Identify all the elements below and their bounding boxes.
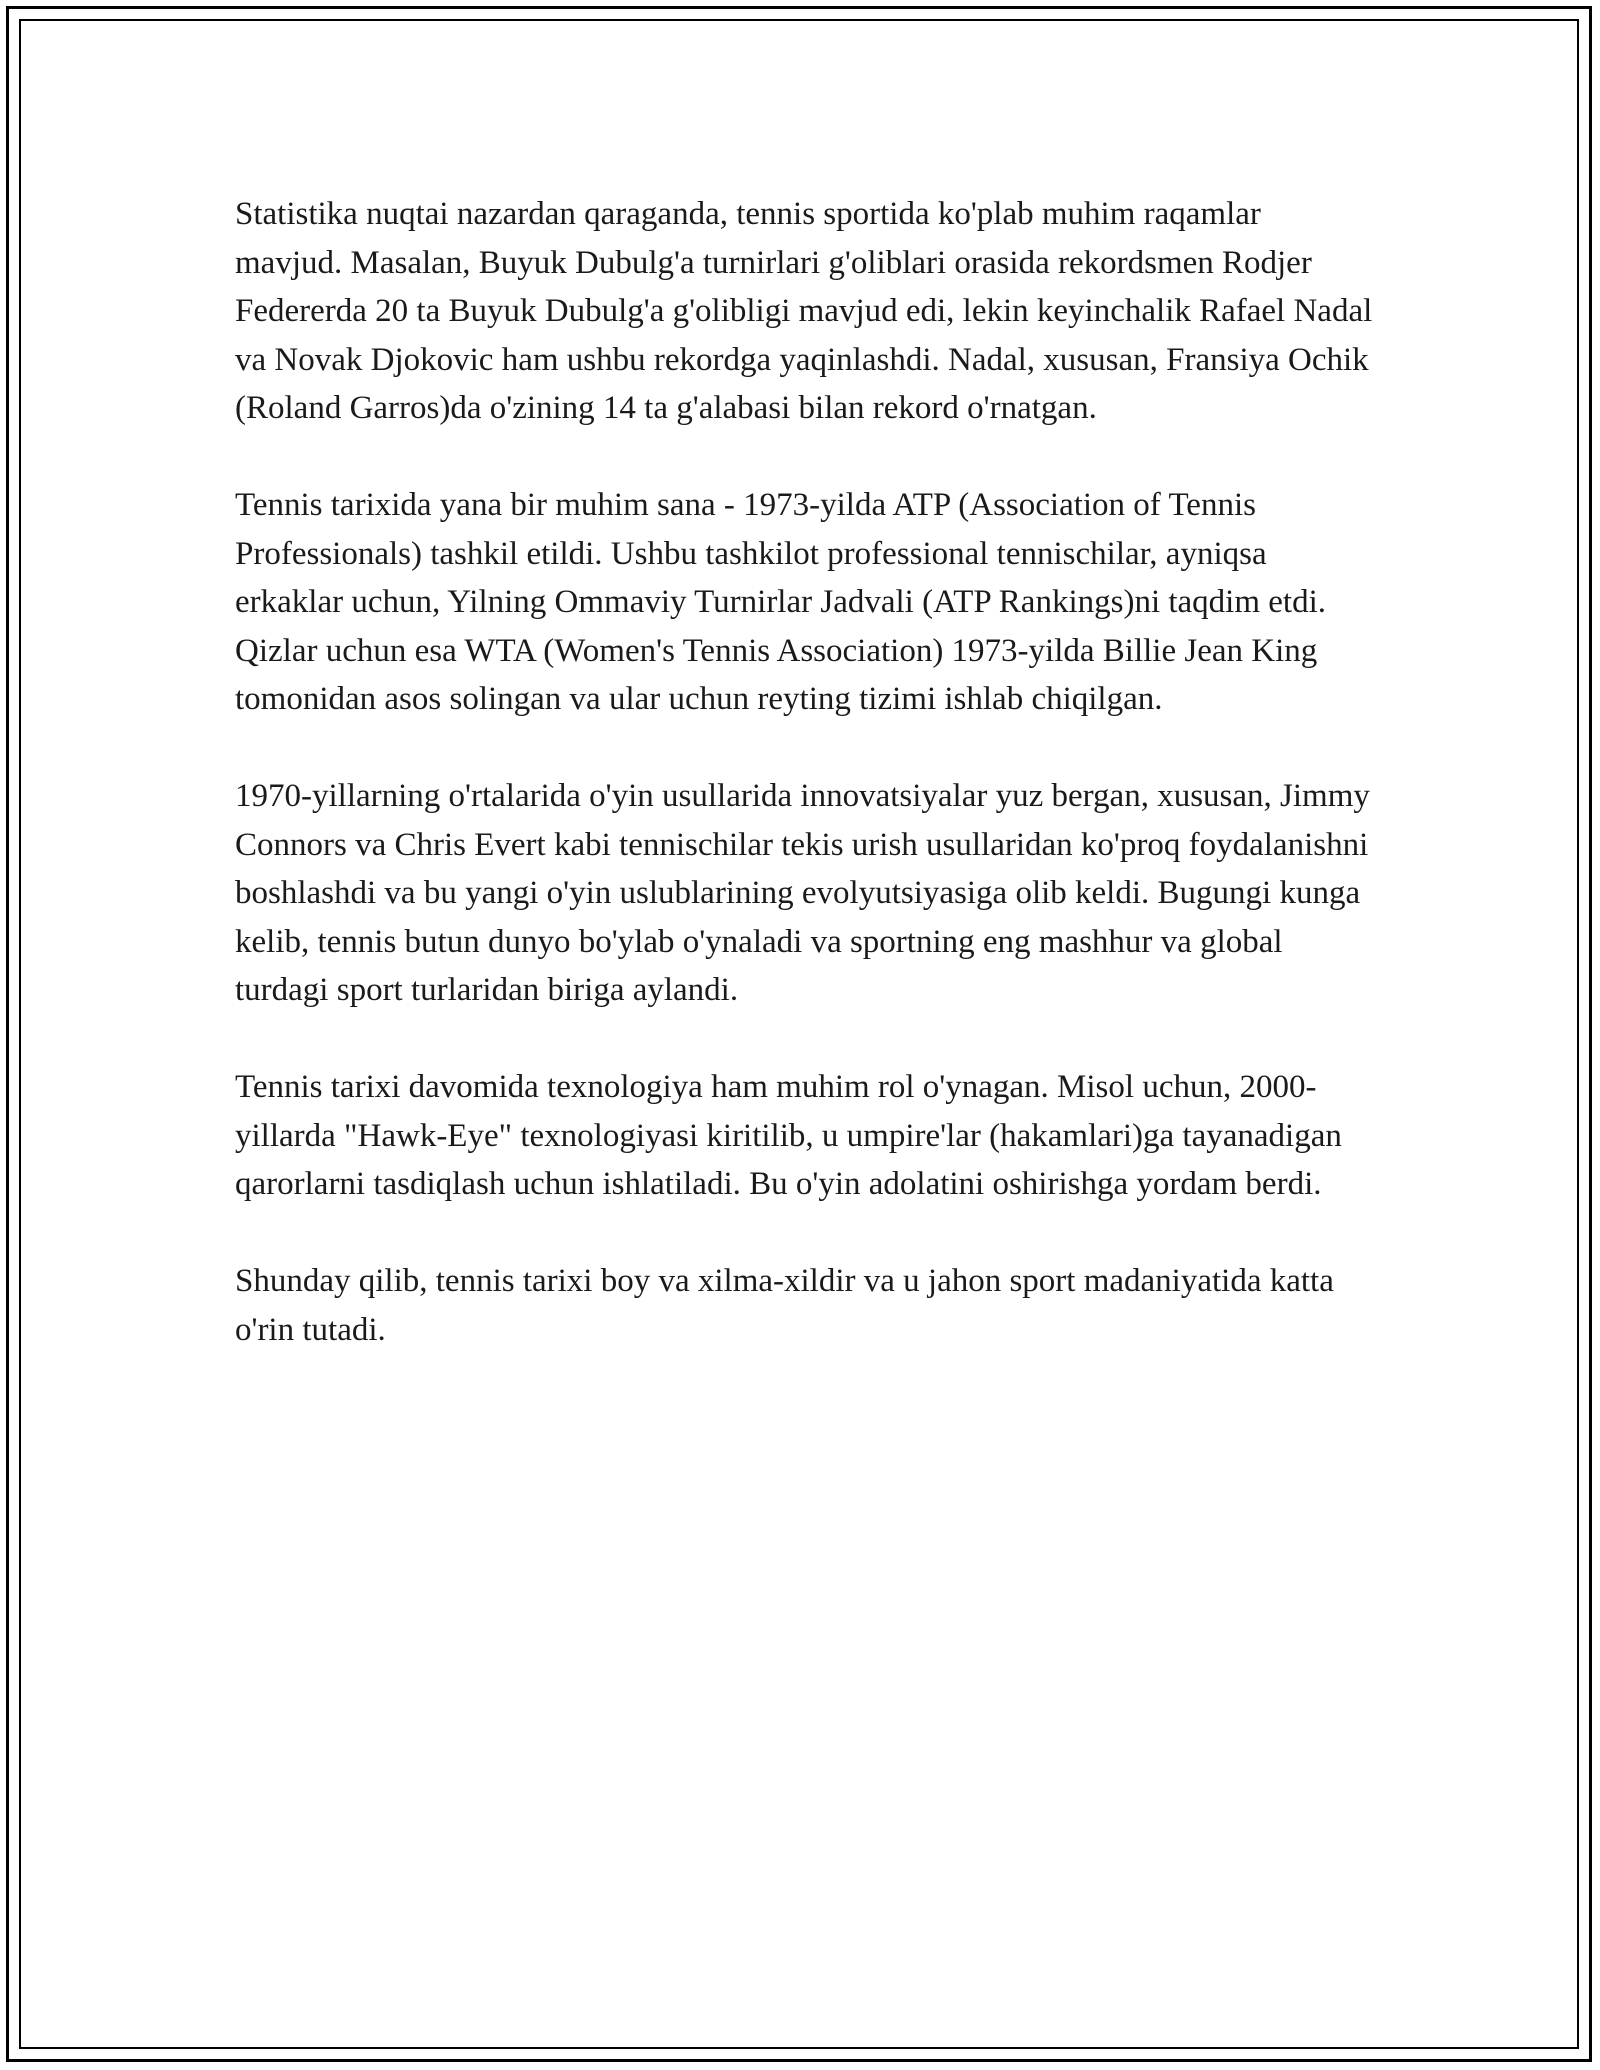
paragraph-technology: Tennis tarixi davomida texnologiya ham muhim rol o'ynagan. Misol uchun, 2000-yillarda "Hawk-Eye" texnologiyasi kiritilib, u umpire'lar (hakamlari)ga tayanadigan qarorlarni tasdiqlash uchun ishlatiladi. Bu o'yin adolatini oshirishga yordam berdi. — [235, 1069, 1342, 1202]
paragraph-1970s-innovations: 1970-yillarning o'rtalarida o'yin usullarida innovatsiyalar yuz bergan, xususan, Jimmy Connors va Chris Evert kabi tennischilar tekis urish usullaridan ko'proq foydalanishni boshlashdi va bu yangi o'yin uslublarining evolyutsiyasiga olib keldi. Bugungi kunga kelib, tennis butun dunyo bo'ylab o'ynaladi va sportning eng mashhur va global turdagi sport turlaridan biriga aylandi. — [235, 778, 1370, 1008]
paragraph-atp-wta: Tennis tarixida yana bir muhim sana - 1973-yilda ATP (Association of Tennis Professionals) tashkil etildi. Ushbu tashkilot professional tennischilar, ayniqsa erkaklar uchun, Yilning Ommaviy Turnirlar Jadvali (ATP Rankings)ni taqdim etdi. Qizlar uchun esa WTA (Women's Tennis Association) 1973-yilda Billie Jean King tomonidan asos solingan va ular uchun reyting tizimi ishlab chiqilgan. — [235, 487, 1326, 717]
paragraph-conclusion: Shunday qilib, tennis tarixi boy va xilma-xildir va u jahon sport madaniyatida katta o'rin tutadi. — [235, 1263, 1334, 1348]
document-body — [235, 190, 1375, 1403]
paragraph-statistics: Statistika nuqtai nazardan qaraganda, tennis sportida ko'plab muhim raqamlar mavjud. Masalan, Buyuk Dubulg'a turnirlari g'oliblari orasida rekordsmen Rodjer Federerda 20 ta Buyuk Dubulg'a g'olibligi mavjud edi, lekin keyinchalik Rafael Nadal va Novak Djokovic ham ushbu rekordga yaqinlashdi. Nadal, xususan, Fransiya Ochik (Roland Garros)da o'zining 14 ta g'alabasi bilan rekord o'rnatgan. — [235, 196, 1373, 426]
